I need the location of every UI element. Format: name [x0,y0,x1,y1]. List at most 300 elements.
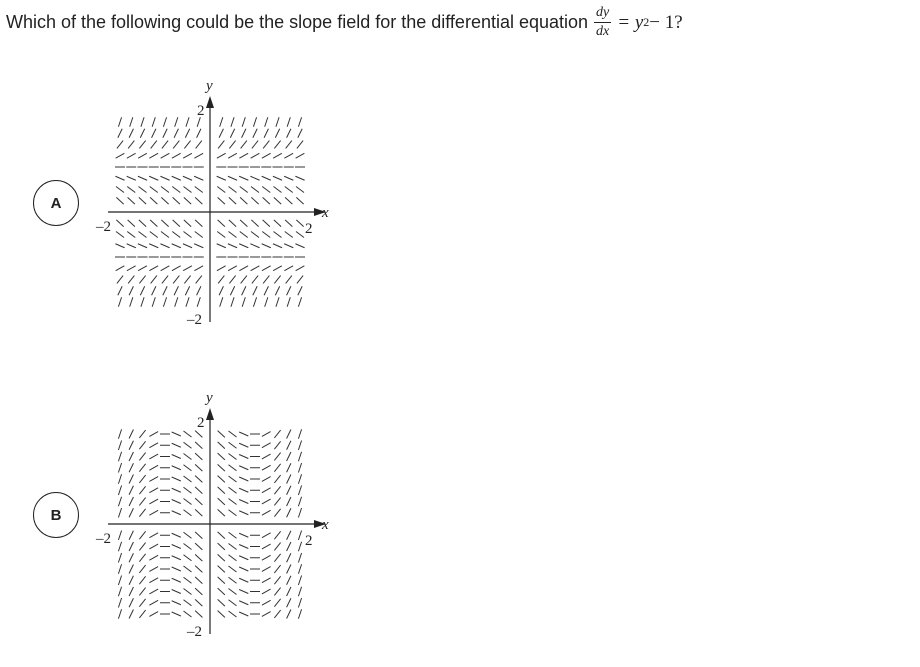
slope-a-segment [239,266,248,271]
slope-b-segment [184,510,192,516]
slope-b-segment [129,486,133,495]
slope-b-segment [274,475,280,483]
slope-b-segment [229,454,237,460]
slope-b-segment [262,477,271,482]
x-min-label-b: –2 [96,531,111,547]
slope-b-segment [262,578,271,583]
slope-b-segment [129,452,133,461]
slope-a-segment [284,266,293,271]
slope-b-segment [195,453,202,460]
slope-b-segment [118,564,121,573]
slope-a-segment [295,176,304,180]
slope-a-segment [161,220,168,227]
slope-a-segment [196,276,202,284]
slope-a-segment [295,244,304,248]
slope-b-segment [262,499,271,504]
slope-a-segment [183,244,192,248]
slope-b-segment [298,508,301,517]
slope-b-segment [298,553,301,562]
slope-a-segment [253,117,256,126]
slope-a-segment [242,286,246,295]
slope-b-segment [184,566,192,572]
slope-a-segment [118,117,121,126]
slope-a-segment [197,286,201,295]
slope-b-segment [229,510,237,516]
slope-a-segment [284,153,293,158]
slope-b-segment [229,431,237,437]
slope-b-segment [172,477,181,481]
slope-b-segment [129,531,133,540]
slope-b-segment [149,510,158,515]
slope-b-segment [149,567,158,572]
slope-a-segment [265,117,268,126]
slope-a-segment [239,153,248,158]
slope-a-segment [139,220,146,227]
slope-a-segment [285,197,292,204]
slope-b-segment [118,531,121,540]
slope-a-segment [184,141,190,149]
slope-b-segment [139,453,145,461]
slope-b-segment [149,488,158,493]
slope-b-segment [298,598,301,607]
slope-b-segment [195,588,202,595]
slope-b-segment [149,544,158,549]
slope-b-segment [149,432,158,437]
slope-b-segment [274,554,280,562]
slope-a-segment [217,176,226,180]
slope-b-segment [118,598,121,607]
slope-a-segment [263,197,270,204]
slope-a-segment [231,297,234,306]
slope-a-segment [127,187,135,193]
slope-a-segment [263,141,269,149]
slope-a-segment [229,232,237,238]
slope-b-segment [262,454,271,459]
slope-a-segment [297,141,303,149]
slope-b-segment [172,500,181,504]
slope-a-segment [130,297,133,306]
slope-a-segment [184,187,192,193]
slope-a-segment [218,141,224,149]
slope-a-segment [162,141,168,149]
slope-a-segment [287,129,291,138]
slope-a-segment [262,187,270,193]
slope-b-segment [139,475,145,483]
slope-a-segment [253,297,256,306]
slope-b-segment [229,442,237,448]
slope-a-segment [127,244,136,248]
slope-b-segment [298,452,301,461]
slope-b-segment [184,465,192,471]
slope-a-segment [298,129,302,138]
slope-b-segment [239,466,248,470]
slope-b-segment [274,565,280,573]
slope-b-segment [118,576,121,585]
slope-a-segment [286,141,292,149]
slope-a-segment [240,197,247,204]
slope-a-segment [220,297,223,306]
slope-b-segment [229,566,237,572]
slope-a-segment [172,176,181,180]
slope-a-segment [262,244,271,248]
slope-a-segment [129,129,133,138]
slope-b-segment [218,453,225,460]
slope-a-segment [138,176,147,180]
slope-a-segment [184,232,192,238]
slope-a-segment [263,220,270,227]
slope-b-segment [139,531,145,539]
slope-b-segment [218,543,225,550]
slope-b-segment [298,463,301,472]
slope-a-segment [173,276,179,284]
slope-a-segment [217,187,225,193]
slope-a-segment [127,153,136,158]
slope-b-segment [195,442,202,449]
slope-b-segment [139,554,145,562]
slope-a-segment [128,197,135,204]
slope-a-segment [115,244,124,248]
slope-b-segment [172,432,181,436]
slope-a-segment [230,129,234,138]
slope-a-segment [197,297,200,306]
y-max-label-a: 2 [197,103,205,119]
slope-a-segment [228,266,237,271]
slope-b-segment [229,577,237,583]
slope-b-segment [129,610,133,619]
slope-a-segment [130,117,133,126]
slope-a-segment [172,187,180,193]
slope-a-segment [161,153,170,158]
slope-a-segment [149,244,158,248]
slope-a-segment [262,176,271,180]
slope-field-b [0,390,400,650]
slope-a-segment [150,197,157,204]
slope-b-segment [218,431,225,438]
slope-b-segment [287,497,291,506]
slope-b-segment [274,430,280,438]
slope-a-segment [139,197,146,204]
slope-a-segment [184,276,190,284]
slope-b-segment [172,567,181,571]
slope-b-segment [139,509,145,517]
slope-b-segment [184,611,192,617]
slope-a-segment [160,176,169,180]
slope-a-segment [230,286,234,295]
slope-a-segment [128,220,135,227]
slope-b-segment [287,542,291,551]
slope-b-segment [298,497,301,506]
slope-b-segment [239,455,248,459]
slope-a-segment [163,117,166,126]
slope-a-segment [251,153,260,158]
slope-a-segment [296,153,305,158]
slope-b-segment [118,486,121,495]
slope-b-segment [262,555,271,560]
slope-b-segment [118,463,121,472]
slope-b-segment [195,554,202,561]
slope-a-segment [298,286,302,295]
slope-a-segment [217,153,226,158]
slope-b-segment [274,576,280,584]
slope-a-segment [194,176,203,180]
slope-a-segment [241,276,247,284]
slope-a-segment [296,220,303,227]
slope-a-segment [161,266,170,271]
slope-b-segment [287,508,291,517]
slope-b-segment [274,453,280,461]
slope-b-segment [129,475,133,484]
answer-option-b[interactable] [0,390,400,650]
slope-b-segment [287,553,291,562]
slope-a-segment [285,220,292,227]
slope-a-segment [127,176,136,180]
slope-b-segment [129,587,133,596]
slope-a-segment [251,220,258,227]
slope-a-segment [219,129,223,138]
slope-b-segment [218,611,225,618]
slope-b-segment [229,589,237,595]
slope-a-segment [298,117,301,126]
slope-b-segment [262,488,271,493]
slope-b-segment [139,543,145,551]
slope-a-segment [252,141,258,149]
slope-b-segment [172,612,181,616]
slope-b-segment [139,610,145,618]
slope-a-segment [116,197,123,204]
slope-b-segment [229,476,237,482]
slope-a-segment [274,276,280,284]
slope-a-segment [141,297,144,306]
slope-b-segment [195,532,202,539]
slope-b-segment [195,487,202,494]
slope-a-segment [197,129,201,138]
slope-b-segment [218,588,225,595]
slope-b-segment [287,576,291,585]
slope-a-segment [174,286,178,295]
slope-b-segment [239,601,248,605]
slope-b-segment [139,498,145,506]
answer-option-a[interactable] [0,78,400,338]
slope-b-segment [274,610,280,618]
slope-b-segment [129,508,133,517]
slope-b-segment [129,497,133,506]
slope-field-a [0,78,400,338]
slope-b-segment [274,498,280,506]
slope-b-segment [118,429,121,438]
slope-b-segment [239,533,248,537]
slope-a-segment [220,117,223,126]
slope-a-segment [251,232,259,238]
slope-a-segment [174,129,178,138]
slope-a-segment [117,141,123,149]
slope-b-segment [218,554,225,561]
slope-a-segment [297,276,303,284]
slope-a-segment [242,117,245,126]
slope-b-segment [149,465,158,470]
slope-a-segment [285,187,293,193]
slope-a-segment [239,176,248,180]
slope-b-segment [229,555,237,561]
slope-a-segment [161,187,169,193]
slope-b-segment [218,599,225,606]
slope-a-segment [138,266,147,271]
slope-a-segment [284,176,293,180]
slope-a-segment [262,153,271,158]
slope-b-segment [118,508,121,517]
slope-a-segment [228,176,237,180]
slope-b-segment [298,587,301,596]
slope-b-segment [129,542,133,551]
slope-b-segment [139,430,145,438]
slope-a-segment [287,297,290,306]
slope-a-segment [273,266,282,271]
slope-a-segment [240,220,247,227]
x-max-label-b: 2 [305,533,313,549]
slope-a-segment [116,232,124,238]
slope-a-segment [251,266,260,271]
slope-a-segment [116,220,123,227]
slope-a-segment [239,244,248,248]
y-axis-label-b: y [206,390,213,406]
slope-a-segment [194,266,203,271]
slope-a-segment [116,153,125,158]
slope-b-segment [129,576,133,585]
slope-a-segment [218,276,224,284]
slope-a-segment [228,153,237,158]
slope-b-segment [218,532,225,539]
slope-b-segment [139,599,145,607]
slope-a-segment [263,276,269,284]
slope-b-segment [229,532,237,538]
slope-a-segment [253,286,257,295]
slope-b-segment [287,598,291,607]
slope-a-segment [128,276,134,284]
slope-b-segment [218,442,225,449]
slope-a-segment [173,197,180,204]
slope-b-segment [195,543,202,550]
slope-b-segment [229,600,237,606]
slope-b-segment [149,477,158,482]
slope-b-segment [149,499,158,504]
slope-b-segment [184,487,192,493]
slope-a-segment [287,286,291,295]
slope-b-segment [172,545,181,549]
slope-a-segment [262,266,271,271]
fraction-denominator: dx [596,24,610,39]
slope-a-segment [274,187,282,193]
slope-a-segment [218,220,225,227]
slope-b-segment [218,498,225,505]
slope-b-segment [239,612,248,616]
slope-b-segment [298,429,301,438]
slope-b-segment [172,601,181,605]
slope-b-segment [139,576,145,584]
slope-a-segment [172,232,180,238]
slope-a-segment [274,141,280,149]
slope-a-segment [161,232,169,238]
slope-a-segment [287,117,290,126]
slope-a-segment [285,232,293,238]
slope-b-segment [274,441,280,449]
slope-a-segment [116,187,124,193]
slope-b-segment [172,533,181,537]
slope-b-segment [239,578,248,582]
slope-a-segment [184,197,191,204]
option-a-radio[interactable]: A [33,180,79,226]
slope-b-segment [218,577,225,584]
slope-b-segment [239,545,248,549]
slope-a-segment [163,129,167,138]
slope-a-segment [296,187,304,193]
slope-b-segment [287,565,291,574]
slope-b-segment [298,474,301,483]
slope-a-segment [128,141,134,149]
slope-a-segment [194,244,203,248]
slope-a-segment [251,187,259,193]
slope-b-segment [287,452,291,461]
slope-b-segment [139,464,145,472]
slope-a-segment [251,197,258,204]
slope-a-segment [152,117,155,126]
slope-a-segment [163,286,167,295]
option-b-radio[interactable]: B [33,492,79,538]
x-min-label-a: –2 [96,219,111,235]
slope-a-segment [229,187,237,193]
slope-a-segment [217,266,226,271]
y-axis-arrow-b [206,408,214,420]
slope-a-segment [284,244,293,248]
slope-b-segment [129,463,133,472]
slope-b-segment [262,432,271,437]
slope-a-segment [183,266,192,271]
slope-a-segment [185,129,189,138]
y-min-label-a: –2 [187,312,202,328]
slope-b-segment [287,430,291,439]
slope-b-segment [139,441,145,449]
slope-b-segment [239,432,248,436]
slope-a-segment [296,232,304,238]
equation-rhs-prefix: = y [617,11,644,33]
slope-a-segment [264,129,268,138]
slope-b-segment [262,567,271,572]
slope-a-segment [175,297,178,306]
slope-b-segment [287,610,291,619]
slope-a-segment [118,297,121,306]
slope-a-segment [194,153,203,158]
slope-b-segment [139,565,145,573]
slope-a-segment [242,129,246,138]
slope-b-segment [139,588,145,596]
y-max-label-b: 2 [197,415,205,431]
differential-equation [594,6,683,39]
slope-b-segment [218,487,225,494]
slope-a-segment [139,232,147,238]
slope-a-segment [173,141,179,149]
slope-b-segment [195,476,202,483]
slope-a-segment [151,141,157,149]
slope-a-segment [152,286,156,295]
slope-a-segment [175,117,178,126]
slope-b-segment [239,443,248,447]
slope-a-segment [217,232,225,238]
slope-b-segment [274,509,280,517]
slope-b-segment [239,477,248,481]
slope-b-segment [149,600,158,605]
slope-a-segment [250,244,259,248]
slope-b-segment [118,474,121,483]
slope-a-segment [172,266,181,271]
slope-b-segment [287,475,291,484]
